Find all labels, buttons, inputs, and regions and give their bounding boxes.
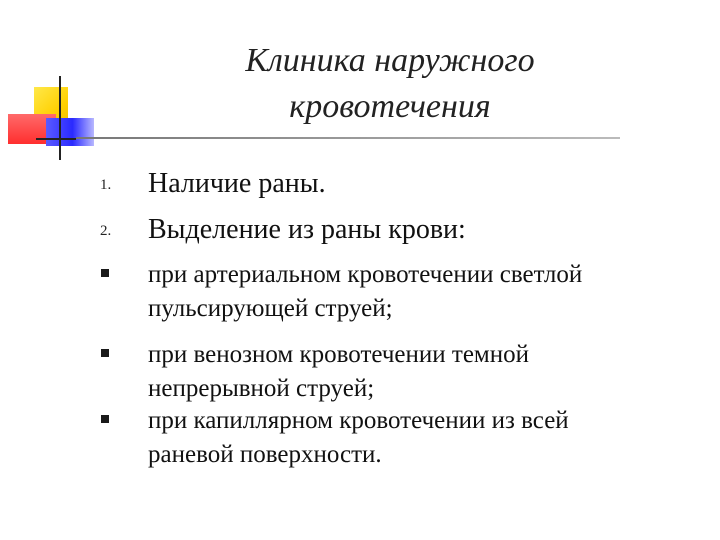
bullet-text (148, 404, 648, 472)
slide-title-line2: кровотечения (289, 88, 491, 125)
list-item-text: Выделение из раны крови: (148, 214, 466, 245)
bullet-text-line: при венозном кровотечении темной (148, 341, 529, 368)
list-number: 1. (100, 177, 112, 193)
bullet-text-line: при капиллярном кровотечении из всей (148, 407, 569, 434)
list-item-text: Наличие раны. (148, 168, 326, 199)
slide-title-line1: Клиника наружного (245, 42, 535, 79)
bullet-text (148, 258, 648, 326)
title-underline (76, 137, 620, 139)
bullet-text (148, 338, 648, 406)
list-number: 2. (100, 223, 112, 239)
bullet-square-icon (101, 269, 109, 277)
bullet-text-line: непрерывной струей; (148, 375, 375, 402)
bullet-text-line: пульсирующей струей; (148, 295, 393, 322)
bullet-square-icon (101, 349, 109, 357)
bullet-square-icon (101, 415, 109, 423)
bullet-text-line: раневой поверхности. (148, 441, 382, 468)
decor-blue-rectangle (46, 118, 94, 146)
bullet-text-line: при артериальном кровотечении светлой (148, 261, 583, 288)
decor-short-line (36, 138, 76, 140)
decor-vertical-line (59, 76, 61, 160)
slide-title (190, 38, 590, 130)
